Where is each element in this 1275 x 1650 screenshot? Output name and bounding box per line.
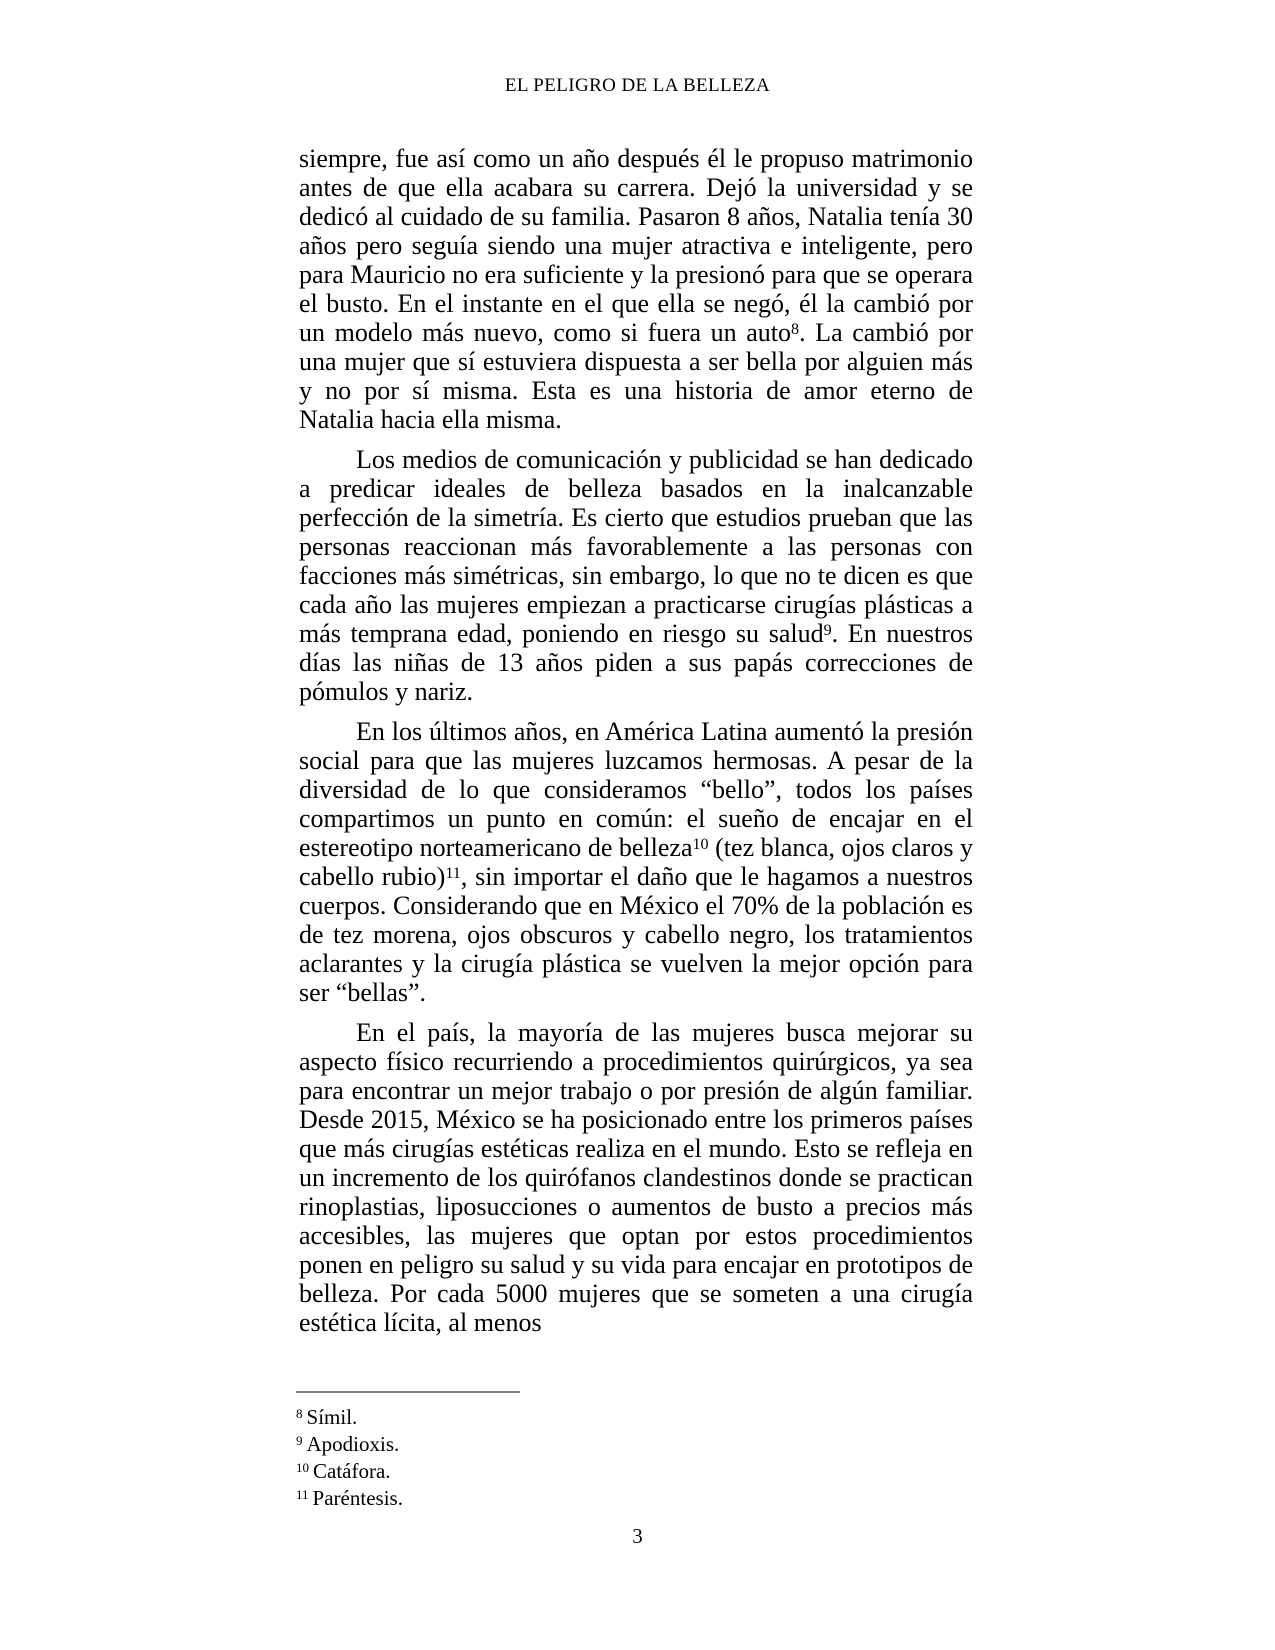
footnote-item	[296, 1458, 970, 1485]
footnote-text: Símil.	[306, 1405, 358, 1429]
footnote-reference: 10	[692, 835, 709, 853]
page-header-title: EL PELIGRO DE LA BELLEZA	[504, 75, 771, 96]
footnote-separator-rule	[296, 1391, 520, 1393]
footnote-reference: 11	[445, 864, 461, 882]
footnote-reference: 8	[791, 320, 800, 338]
paragraph: En los últimos años, en América Latina aumentó la presión social para que las mujeres luzcamos hermosas. A pesar de la diversidad de lo que consideramos “bello”, todos los países compartimos un punto en común: el sueño de encajar en el estereotipo norteamericano de belleza$^{10}$ (tez blanca, ojos claros y cabello rubio)$^{11}$, sin importar el daño que le hagamos a nuestros cuerpos. Considerando que en México el 70% de la población es de tez morena, ojos obscuros y cabello negro, los tratamientos aclarantes y la cirugía plástica se vuelven la mejor opción para ser “bellas”.	[299, 717, 973, 1007]
footnote-marker: 10	[296, 1460, 310, 1476]
paragraph: En el país, la mayoría de las mujeres busca mejorar su aspecto físico recurriendo a procedimientos quirúrgicos, ya sea para encontrar un mejor trabajo o por presión de algún familiar. Desde 2015, México se ha posicionado entre los primeros países que más cirugías estéticas realiza en el mundo. Esto se refleja en un incremento de los quirófanos clandestinos donde se practican rinoplastias, liposucciones o aumentos de busto a precios más accesibles, las mujeres que optan por estos procedimientos ponen en peligro su salud y su vida para encajar en prototipos de belleza. Por cada 5000 mujeres que se someten a una cirugía estética lícita, al menos	[299, 1018, 973, 1337]
paragraph: siempre, fue así como un año después él le propuso matrimonio antes de que ella acabara su carrera. Dejó la universidad y se dedicó al cuidado de su familia. Pasaron 8 años, Natalia tenía 30 años pero seguía siendo una mujer atractiva e inteligente, pero para Mauricio no era suficiente y la presionó para que se operara el busto. En el instante en el que ella se negó, él la cambió por un modelo más nuevo, como si fuera un auto$^8$. La cambió por una mujer que sí estuviera dispuesta a ser bella por alguien más y no por sí misma. Esta es una historia de amor eterno de Natalia hacia ella misma.	[299, 144, 973, 434]
footnote-reference: 9	[823, 621, 832, 639]
footnote-item	[296, 1485, 970, 1512]
page-number: 3	[632, 1524, 643, 1548]
footnote-marker: 9	[296, 1433, 303, 1449]
footnote-text: Paréntesis.	[312, 1486, 403, 1510]
paragraph: Los medios de comunicación y publicidad se han dedicado a predicar ideales de belleza basados en la inalcanzable perfección de la simetría. Es cierto que estudios prueban que las personas reaccionan más favorablemente a las personas con facciones más simétricas, sin embargo, lo que no te dicen es que cada año las mujeres empiezan a practicarse cirugías plásticas a más temprana edad, poniendo en riesgo su salud$^9$. En nuestros días las niñas de 13 años piden a sus papás correcciones de pómulos y nariz.	[299, 445, 973, 706]
footnote-item	[296, 1431, 970, 1458]
footnote-text: Apodioxis.	[306, 1432, 400, 1456]
body-text	[299, 144, 973, 1348]
footnotes-section	[296, 1391, 970, 1512]
footnote-item	[296, 1404, 970, 1431]
footnote-marker: 11	[296, 1487, 309, 1503]
footnote-text: Catáfora.	[313, 1459, 391, 1483]
footnote-marker: 8	[296, 1406, 303, 1422]
